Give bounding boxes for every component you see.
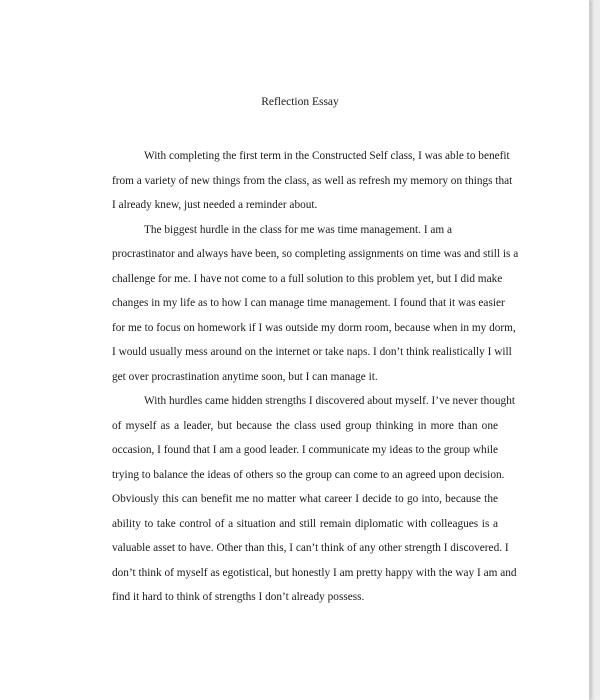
text-line: don’t think of myself as egotistical, but honestly I am pretty happy with the way I am and xyxy=(112,566,517,579)
text-line: I already knew, just needed a reminder about. xyxy=(112,199,318,211)
essay-body xyxy=(112,144,519,610)
paragraph-3 xyxy=(112,389,517,610)
paragraph-1 xyxy=(112,144,513,218)
text-line: procrastinator and always have been, so completing assignments on time was and still is a xyxy=(112,248,519,260)
essay-title: Reflection Essay xyxy=(261,96,339,108)
text-line: With completing the first term in the Constructed Self class, I was able to benefit xyxy=(144,150,510,162)
text-line: The biggest hurdle in the class for me was time management. I am a xyxy=(144,223,453,236)
text-line: occasion, I found that I am a good leader. I communicate my ideas to the group while xyxy=(112,444,498,456)
text-line: for me to focus on homework if I was outside my dorm room, because when in my dorm, xyxy=(112,321,516,334)
text-line: ability to take control of a situation and still remain diplomatic with colleagues is a xyxy=(112,517,498,530)
text-line: valuable asset to have. Other than this, I can’t think of any other strength I discovered. I xyxy=(112,542,509,554)
text-line: With hurdles came hidden strengths I discovered about myself. I’ve never thought xyxy=(144,395,515,407)
text-line: of myself as a leader, but because the class used group thinking in more than one xyxy=(112,419,498,432)
text-line: get over procrastination anytime soon, but I can manage it. xyxy=(112,370,378,383)
text-line: changes in my life as to how I can manage time management. I found that it was easier xyxy=(112,297,505,309)
text-line: Obviously this can benefit me no matter what career I decide to go into, because the xyxy=(112,493,498,505)
paragraph-2 xyxy=(112,218,519,390)
text-line: from a variety of new things from the class, as well as refresh my memory on things that xyxy=(112,174,513,187)
text-line: challenge for me. I have not come to a full solution to this problem yet, but I did make xyxy=(112,272,503,285)
text-line: I would usually mess around on the internet or take naps. I don’t think realistically I will xyxy=(112,346,512,358)
text-line: trying to balance the ideas of others so the group can come to an agreed upon decision. xyxy=(112,468,505,481)
text-line: find it hard to think of strengths I don’t already possess. xyxy=(112,591,365,603)
